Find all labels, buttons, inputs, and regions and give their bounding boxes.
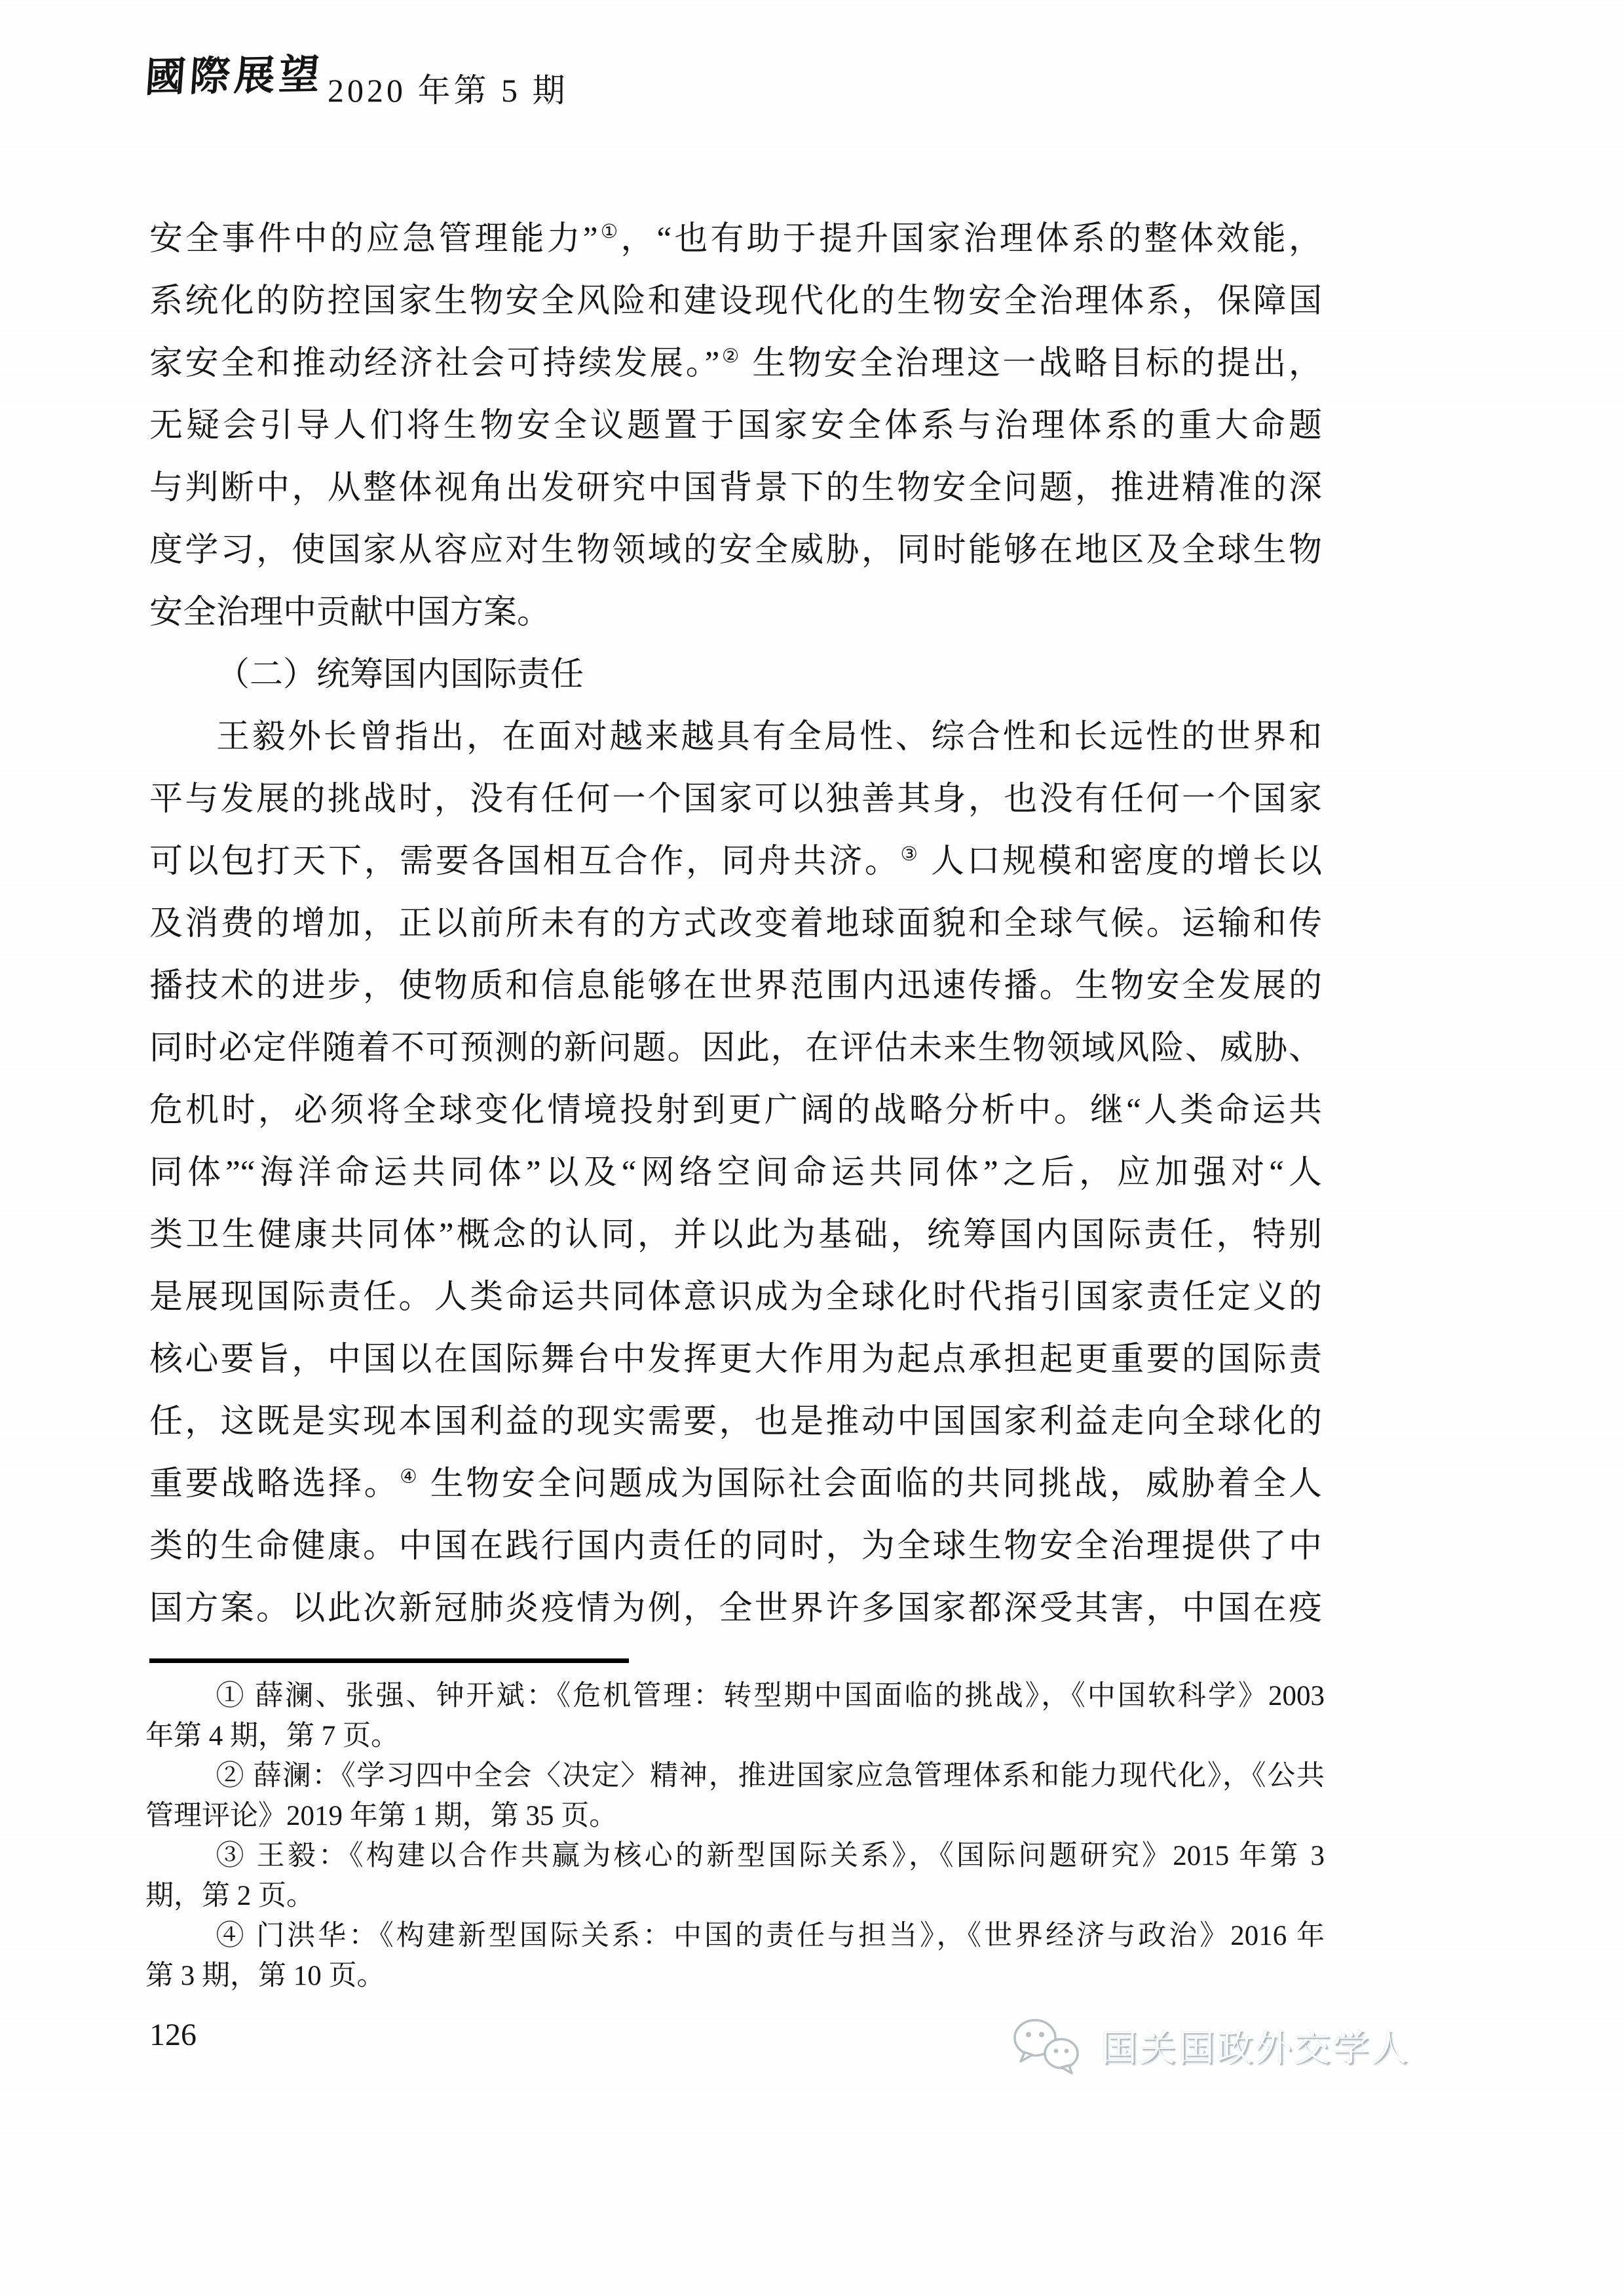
body-line: 王毅外长曾指出，在面对越来越具有全局性、综合性和长远性的世界和	[216, 719, 1322, 756]
journal-logo: 國際展望	[143, 52, 326, 101]
footnote-line: ④ 门洪华：《构建新型国际关系：中国的责任与担当》，《世界经济与政治》2016 年	[216, 1921, 1325, 1951]
watermark	[1009, 2013, 1410, 2078]
body-line: 类卫生健康共同体”概念的认同，并以此为基础，统筹国内国际责任，特别	[149, 1217, 1322, 1253]
body-line: 同体”“海洋命运共同体”以及“网络空间命运共同体”之后，应加强对“人	[149, 1155, 1322, 1191]
footnote-line: ③ 王毅：《构建以合作共赢为核心的新型国际关系》，《国际问题研究》2015 年第 3	[216, 1841, 1325, 1871]
footnote-line: 第 3 期，第 10 页。	[145, 1961, 385, 1991]
body-line: 危机时，必须将全球变化情境投射到更广阔的战略分析中。继“人类命运共	[149, 1092, 1322, 1129]
body-line: 类的生命健康。中国在践行国内责任的同时，为全球生物安全治理提供了中	[149, 1528, 1322, 1565]
wechat-bubbles-icon	[1009, 2013, 1087, 2078]
footnote-line: 期，第 2 页。	[145, 1881, 314, 1911]
body-line: 系统化的防控国家生物安全风险和建设现代化的生物安全治理体系，保障国	[149, 283, 1322, 320]
footnotes	[145, 1676, 1325, 1996]
footnote-line: ② 薛澜：《学习四中全会〈决定〉精神，推进国家应急管理体系和能力现代化》，《公共	[216, 1761, 1325, 1791]
body-line: 与判断中，从整体视角出发研究中国背景下的生物安全问题，推进精准的深	[149, 470, 1322, 507]
footnote-line: ① 薛澜、张强、钟开斌：《危机管理：转型期中国面临的挑战》，《中国软科学》2003	[216, 1681, 1325, 1712]
body-line: 核心要旨，中国以在国际舞台中发挥更大作用为起点承担起更重要的国际责	[149, 1341, 1322, 1378]
body-line: 任，这既是实现本国利益的现实需要，也是推动中国国家利益走向全球化的	[149, 1404, 1322, 1440]
body-line: 及消费的增加，正以前所未有的方式改变着地球面貌和全球气候。运输和传	[149, 906, 1322, 942]
body-line: 可以包打天下，需要各国相互合作，同舟共济。③ 人口规模和密度的增长以	[149, 843, 1322, 880]
body-line: 家安全和推动经济社会可持续发展。”② 生物安全治理这一战略目标的提出，	[149, 345, 1322, 382]
footnote-line: 管理评论》2019 年第 1 期，第 35 页。	[145, 1801, 618, 1831]
watermark-text: 国关国政外交学人	[1101, 2027, 1410, 2069]
section-heading: （二）统筹国内国际责任	[216, 657, 584, 693]
body-line: 国方案。以此次新冠肺炎疫情为例，全世界许多国家都深受其害，中国在疫	[149, 1590, 1322, 1627]
body-line: 是展现国际责任。人类命运共同体意识成为全球化时代指引国家责任定义的	[149, 1279, 1322, 1316]
body-line: 安全治理中贡献中国方案。	[149, 594, 551, 631]
page-number: 126	[149, 2018, 197, 2052]
body-line: 重要战略选择。④ 生物安全问题成为国际社会面临的共同挑战，威胁着全人	[149, 1466, 1322, 1502]
body-line: 安全事件中的应急管理能力”①，“也有助于提升国家治理体系的整体效能，	[149, 221, 1322, 258]
body-line: 度学习，使国家从容应对生物领域的安全威胁，同时能够在地区及全球生物	[149, 532, 1322, 569]
footnote-line: 年第 4 期，第 7 页。	[145, 1721, 399, 1751]
article-body	[149, 208, 1322, 1640]
body-line: 平与发展的挑战时，没有任何一个国家可以独善其身，也没有任何一个国家	[149, 781, 1322, 818]
footnote-separator	[149, 1658, 629, 1663]
issue-info: 2020 年第 5 期	[328, 72, 569, 109]
body-line: 播技术的进步，使物质和信息能够在世界范围内迅速传播。生物安全发展的	[149, 968, 1322, 1004]
body-line: 无疑会引导人们将生物安全议题置于国家安全体系与治理体系的重大命题	[149, 408, 1322, 444]
body-line: 同时必定伴随着不可预测的新问题。因此，在评估未来生物领域风险、威胁、	[149, 1030, 1322, 1067]
